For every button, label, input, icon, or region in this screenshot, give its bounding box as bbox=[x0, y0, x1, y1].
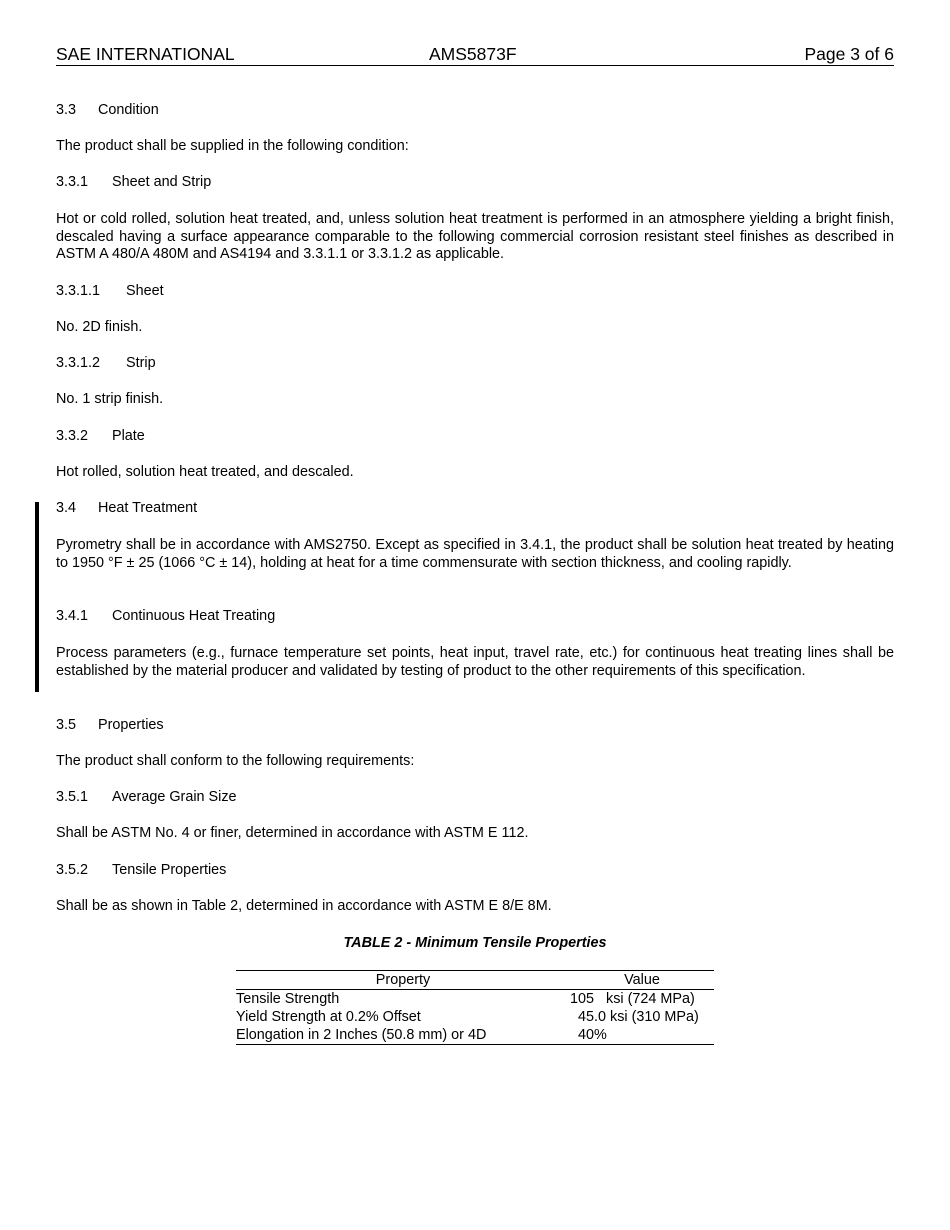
section-3-3-1-1-body: No. 2D finish. bbox=[56, 319, 143, 335]
table-cell-value: 40% bbox=[570, 1027, 607, 1043]
table-cell-property: Elongation in 2 Inches (50.8 mm) or 4D bbox=[236, 1027, 487, 1043]
table-row bbox=[236, 1026, 714, 1044]
section-3-3-1-heading bbox=[56, 174, 894, 192]
section-title: Strip bbox=[126, 355, 156, 371]
table-row bbox=[236, 1008, 714, 1026]
revision-change-bar bbox=[35, 502, 39, 692]
section-number: 3.5 bbox=[56, 717, 77, 733]
section-title: Tensile Properties bbox=[112, 862, 227, 878]
section-title: Properties bbox=[98, 717, 164, 733]
section-3-4-1-body: Process parameters (e.g., furnace temperature set points, heat input, travel rate, etc.) for continuous heat treating lines shall be established by the material producer and validated by testing of product to the other requirements of this specification. bbox=[56, 645, 894, 679]
section-3-3-2-heading bbox=[56, 428, 894, 446]
section-number: 3.4 bbox=[56, 500, 77, 516]
section-title: Sheet and Strip bbox=[112, 174, 212, 190]
section-title: Average Grain Size bbox=[112, 789, 237, 805]
section-3-5-body: The product shall conform to the following requirements: bbox=[56, 753, 415, 769]
section-3-3-1-1-heading bbox=[56, 283, 894, 301]
section-3-4-body: Pyrometry shall be in accordance with AMS2750. Except as specified in 3.4.1, the product shall be solution heat treated by heating to 1950 °F ± 25 (1066 °C ± 14), holding at heat for a time commensurate with section thickness, and cooling rapidly. bbox=[56, 537, 894, 571]
section-title: Plate bbox=[112, 428, 145, 444]
section-3-3-2-body: Hot rolled, solution heat treated, and descaled. bbox=[56, 464, 354, 480]
section-number: 3.3 bbox=[56, 102, 77, 118]
table-header-property: Property bbox=[375, 972, 431, 988]
header-page-number: Page 3 of 6 bbox=[804, 44, 894, 64]
section-title: Continuous Heat Treating bbox=[112, 608, 276, 624]
section-3-5-1-body: Shall be ASTM No. 4 or finer, determined in accordance with ASTM E 112. bbox=[56, 825, 529, 841]
section-number: 3.5.1 bbox=[56, 789, 89, 805]
table-caption: TABLE 2 - Minimum Tensile Properties bbox=[343, 935, 607, 951]
table-header-row bbox=[236, 971, 714, 990]
table-cell-property: Tensile Strength bbox=[236, 991, 340, 1007]
section-3-5-heading bbox=[56, 717, 894, 735]
header-organization: SAE INTERNATIONAL bbox=[56, 44, 235, 64]
table-row bbox=[236, 990, 714, 1008]
table-cell-value: 105 ksi (724 MPa) bbox=[570, 991, 695, 1007]
table-cell-property: Yield Strength at 0.2% Offset bbox=[236, 1009, 421, 1025]
section-number: 3.3.2 bbox=[56, 428, 89, 444]
section-number: 3.5.2 bbox=[56, 862, 89, 878]
section-number: 3.3.1.1 bbox=[56, 283, 101, 299]
section-number: 3.3.1.2 bbox=[56, 355, 101, 371]
section-number: 3.3.1 bbox=[56, 174, 89, 190]
section-3-3-body: The product shall be supplied in the following condition: bbox=[56, 138, 409, 154]
section-3-3-heading bbox=[56, 102, 894, 120]
section-3-3-1-2-heading bbox=[56, 355, 894, 373]
section-title: Condition bbox=[98, 102, 159, 118]
table-cell-value: 45.0 ksi (310 MPa) bbox=[570, 1009, 699, 1025]
tensile-properties-table bbox=[236, 970, 714, 1045]
section-3-5-2-body: Shall be as shown in Table 2, determined in accordance with ASTM E 8/E 8M. bbox=[56, 898, 552, 914]
table-header-value: Value bbox=[624, 972, 660, 988]
section-number: 3.4.1 bbox=[56, 608, 89, 624]
section-title: Sheet bbox=[126, 283, 164, 299]
section-3-5-2-heading bbox=[56, 862, 894, 880]
section-3-4-heading bbox=[56, 500, 894, 518]
section-title: Heat Treatment bbox=[98, 500, 198, 516]
page-header bbox=[56, 44, 894, 66]
header-document-number: AMS5873F bbox=[429, 44, 517, 64]
section-3-4-1-heading bbox=[56, 608, 894, 626]
section-3-5-1-heading bbox=[56, 789, 894, 807]
section-3-3-1-body: Hot or cold rolled, solution heat treated, and, unless solution heat treatment is performed in an atmosphere yielding a bright finish, descaled having a surface appearance comparable to the following commercial corrosion resistant steel finishes as described in ASTM A 480/A 480M and AS4194 and 3.3.1.1 or 3.3.1.2 as applicable. bbox=[56, 211, 894, 262]
section-3-3-1-2-body: No. 1 strip finish. bbox=[56, 391, 164, 407]
